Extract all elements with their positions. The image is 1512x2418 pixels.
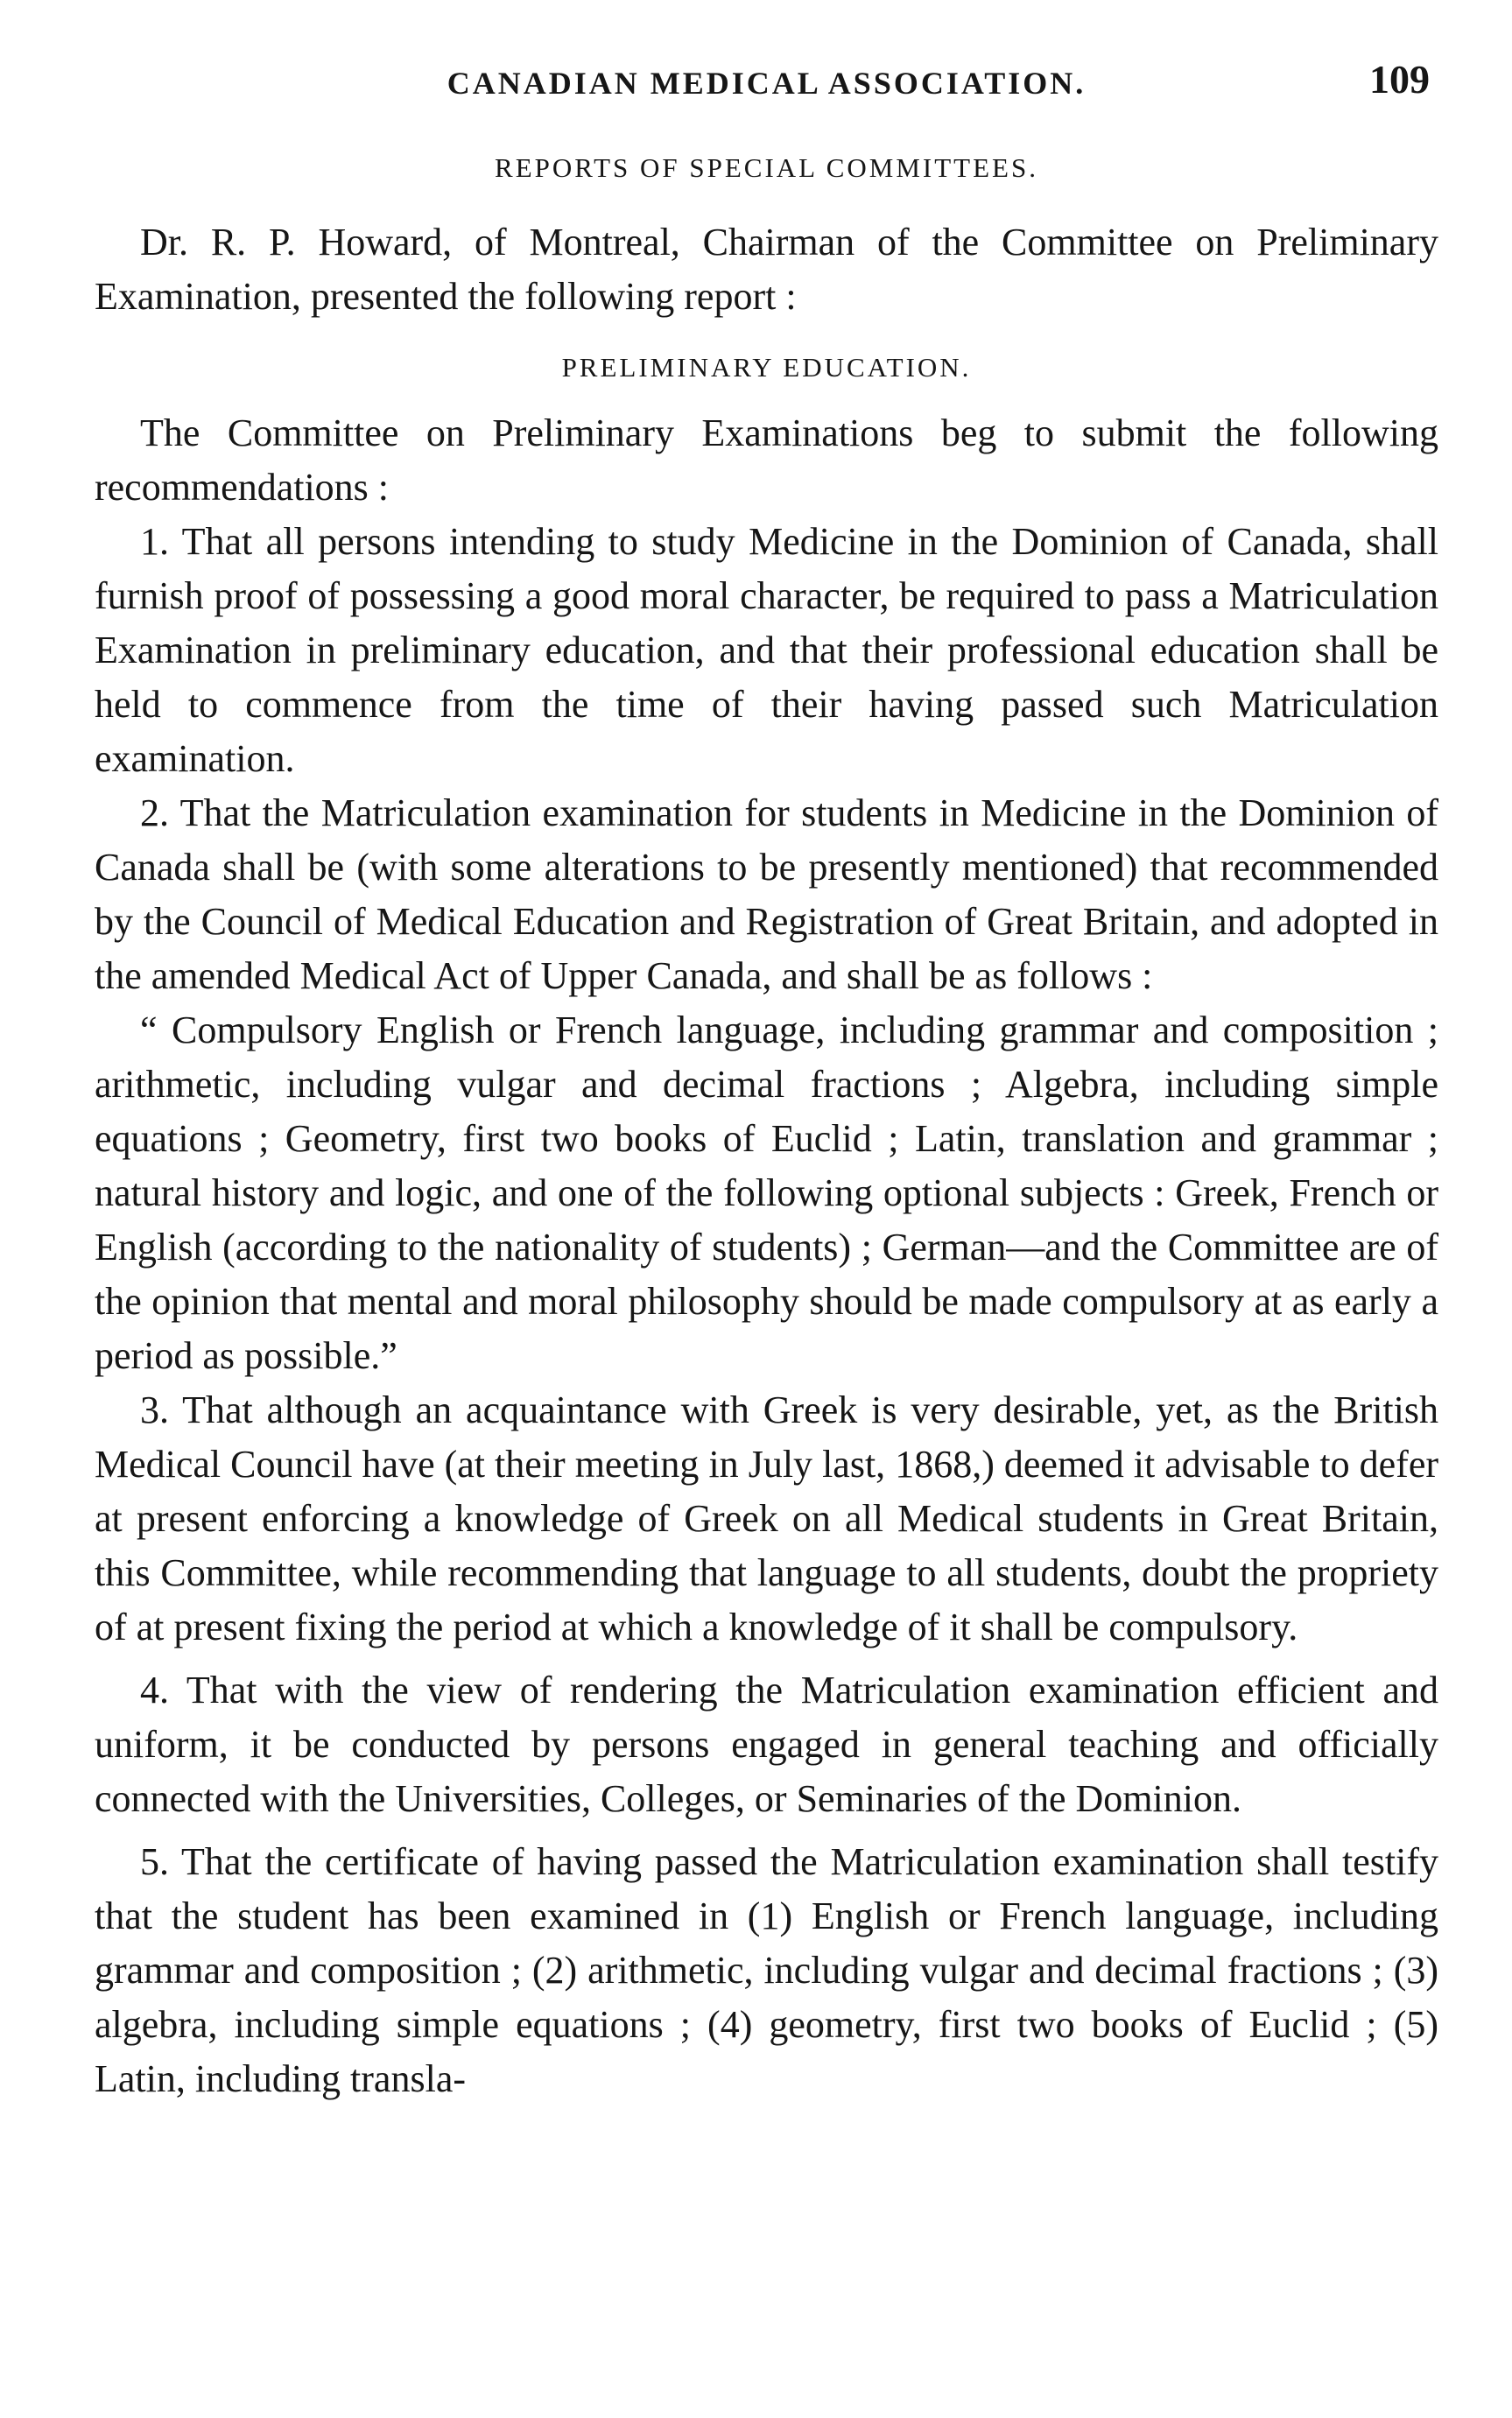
running-title: CANADIAN MEDICAL ASSOCIATION. (447, 66, 1087, 101)
page-number: 109 (1369, 57, 1430, 102)
paragraph: The Committee on Preliminary Examinations beg to submit the following recommendations : (95, 411, 1438, 509)
section-heading: REPORTS OF SPECIAL COMMITTEES. (495, 152, 1038, 183)
paragraph: 1. That all persons intending to study Medicine in the Dominion of Canada, shall furnish proof of possessing a good moral character, be required to pass a Matriculation Examination in preliminary education, and that their professional education shall be held to commence from the time of their having passed such Matriculation examination. (95, 520, 1438, 780)
document-page (95, 53, 1438, 2106)
paragraph: 4. That with the view of rendering the Matriculation examination efficient and uniform, it be conducted by persons engaged in general teaching and officially connected with the Universities, Colleges, or Seminaries of the Dominion. (95, 1669, 1438, 1820)
running-header (95, 53, 1438, 114)
intro-paragraph: Dr. R. P. Howard, of Montreal, Chairman of the Committee on Preliminary Examination, presented the following report : (95, 221, 1438, 318)
quoted-paragraph: “ Compulsory English or French language, including grammar and composition ; arithmetic, including vulgar and decimal fractions ; Algebra, including simple equations ; Geometry, first two books of Euclid ; Latin, translation and grammar ; natural history and logic, and one of the following optional subjects : Greek, French or English (according to the nationality of students) ; German—and the Committee are of the opinion that mental and moral philosophy should be made compulsory at as early a period as possible.” (95, 1009, 1438, 1377)
paragraph: 5. That the certificate of having passed the Matriculation examination shall testify that the student has been examined in (1) English or French language, including grammar and composition ; (2) arithmetic, including vulgar and decimal fractions ; (3) algebra, including simple equations ; (4) geometry, first two books of Euclid ; (5) Latin, including transla- (95, 1840, 1438, 2100)
subheading: PRELIMINARY EDUCATION. (561, 352, 972, 383)
paragraph: 3. That although an acquaintance with Greek is very desirable, yet, as the British Medical Council have (at their meeting in July last, 1868,) deemed it advisable to defer at present enforcing a knowledge of Greek on all Medical students in Great Britain, this Committee, while recommending that language to all students, doubt the propriety of at present fixing the period at which a knowledge of it shall be compulsory. (95, 1388, 1438, 1648)
paragraph: 2. That the Matriculation examination for students in Medicine in the Dominion of Canada shall be (with some alterations to be presently mentioned) that recommended by the Council of Medical Education and Registration of Great Britain, and adopted in the amended Medical Act of Upper Canada, and shall be as follows : (95, 791, 1438, 997)
